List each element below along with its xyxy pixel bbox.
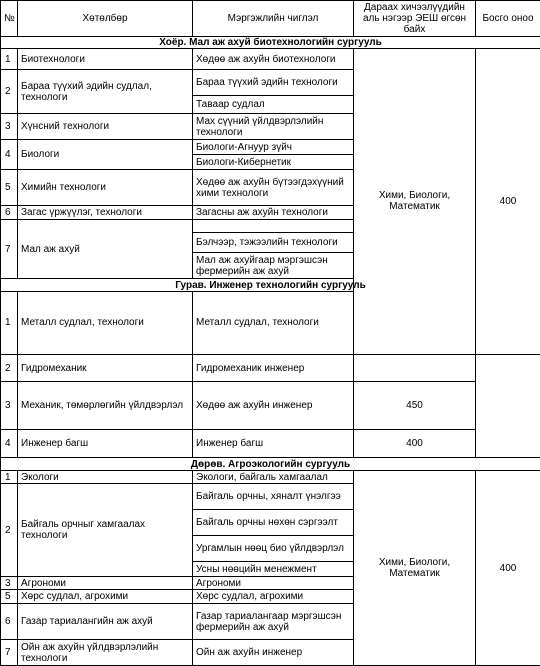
program-cell: Бараа түүхий эдийн судлал, технологи: [18, 70, 193, 114]
row-number: 5: [1, 170, 18, 206]
row-number: 5: [1, 590, 18, 604]
program-cell: Химийн технологи: [18, 170, 193, 206]
threshold-cell: 400: [476, 471, 540, 666]
row-number: 4: [1, 430, 18, 458]
section-header-row: [1, 37, 540, 49]
specialty-cell: Усны нөөцийн менежмент: [193, 562, 354, 577]
specialty-cell: Газар тариалангаар мэргэшсэн фермерийн аж ахуй: [193, 604, 354, 640]
specialty-cell: Агрономи: [193, 577, 354, 590]
specialty-cell: Хөдөө аж ахуйн бүтээгдэхүүний хими технологи: [193, 170, 354, 206]
row-number: 1: [1, 49, 18, 70]
row-number: 3: [1, 577, 18, 590]
table-row: [1, 430, 540, 458]
program-cell: Биотехнологи: [18, 49, 193, 70]
program-cell: Газар тариалангийн аж ахуй: [18, 604, 193, 640]
row-number: 1: [1, 471, 18, 484]
program-cell: Агрономи: [18, 577, 193, 590]
program-cell: Загас үржүүлэг, технологи: [18, 206, 193, 220]
table-row: [1, 49, 540, 70]
program-cell: Хөрс судлал, агрохими: [18, 590, 193, 604]
threshold-cell: 400: [354, 430, 476, 458]
section-title: Хоёр. Мал аж ахуй биотехнологийн сургууль: [1, 37, 540, 49]
header-threshold: Босго оноо: [476, 1, 540, 37]
program-cell: Ойн аж ахуйн үйлдвэрлэлийн технологи: [18, 640, 193, 666]
row-number: 1: [1, 292, 18, 355]
threshold-cell: 450: [354, 382, 476, 430]
specialty-cell: Хөдөө аж ахуйн инженер: [193, 382, 354, 430]
specialty-cell: Ургамлын нөөц био үйлдвэрлэл: [193, 536, 354, 562]
table-row: [1, 354, 540, 382]
table-header-row: [1, 1, 540, 37]
program-cell: Хүнсний технологи: [18, 114, 193, 140]
specialty-cell: Экологи, байгаль хамгаалал: [193, 471, 354, 484]
specialty-cell: Байгаль орчны нөхөн сэргээлт: [193, 510, 354, 536]
program-cell: Мал аж ахуй: [18, 220, 193, 279]
row-number: 7: [1, 220, 18, 279]
program-cell: Металл судлал, технологи: [18, 292, 193, 355]
section-header-row: [1, 458, 540, 471]
row-number: 2: [1, 484, 18, 577]
specialty-cell: Хөдөө аж ахуйн биотехнологи: [193, 49, 354, 70]
row-number: 3: [1, 382, 18, 430]
specialty-cell: [193, 220, 354, 233]
program-cell: Экологи: [18, 471, 193, 484]
specialty-cell: Гидромеханик инженер: [193, 354, 354, 382]
subjects-cell: Хими, Биологи, Математик: [354, 49, 476, 355]
section-title: Гурав. Инженер технологийн сургууль: [1, 279, 540, 292]
row-number: 3: [1, 114, 18, 140]
row-number: 4: [1, 140, 18, 170]
specialty-cell: Загасны аж ахуйн технологи: [193, 206, 354, 220]
program-cell: Биологи: [18, 140, 193, 170]
specialty-cell: Биологи-Агнуур зүйч: [193, 140, 354, 155]
table-row: [1, 382, 540, 430]
table-row: [1, 471, 540, 484]
program-cell: Гидромеханик: [18, 354, 193, 382]
row-number: 2: [1, 354, 18, 382]
specialty-cell: Металл судлал, технологи: [193, 292, 354, 355]
section-title: Дөрөв. Агроэкологийн сургууль: [1, 458, 540, 471]
header-specialty: Мэргэжлийн чиглэл: [193, 1, 354, 37]
header-program: Хөтөлбөр: [18, 1, 193, 37]
specialty-cell: Ойн аж ахуйн инженер: [193, 640, 354, 666]
program-cell: Байгаль орчныг хамгаалах технологи: [18, 484, 193, 577]
row-number: 2: [1, 70, 18, 114]
row-number: 7: [1, 640, 18, 666]
specialty-cell: Хөрс судлал, агрохими: [193, 590, 354, 604]
program-cell: Инженер багш: [18, 430, 193, 458]
specialty-cell: Бэлчээр, тэжээлийн технологи: [193, 233, 354, 253]
specialty-cell: Байгаль орчны, хяналт үнэлгээ: [193, 484, 354, 510]
specialty-cell: Мах сүүний үйлдвэрлэлийн технологи: [193, 114, 354, 140]
specialty-cell: Инженер багш: [193, 430, 354, 458]
section-header-row: [1, 279, 540, 292]
row-number: 6: [1, 206, 18, 220]
program-cell: Механик, төмөрлөгийн үйлдвэрлэл: [18, 382, 193, 430]
specialty-cell: Тавaap судлал: [193, 96, 354, 114]
specialty-cell: Биологи-Кибернетик: [193, 155, 354, 170]
header-subjects: Дараах хичээлүүдийн аль нэгээр ЭЕШ өгсөн байх: [354, 1, 476, 37]
threshold-cell: 400: [476, 49, 540, 355]
specialty-cell: Мал аж ахуйгаар мэргэшсэн фермерийн аж ахуй: [193, 253, 354, 279]
row-number: 6: [1, 604, 18, 640]
threshold-cell: [354, 354, 476, 382]
subjects-cell: Хими, Биологи, Математик: [354, 471, 476, 666]
header-no: №: [1, 1, 18, 37]
specialty-cell: Бараа түүхий эдийн технологи: [193, 70, 354, 96]
